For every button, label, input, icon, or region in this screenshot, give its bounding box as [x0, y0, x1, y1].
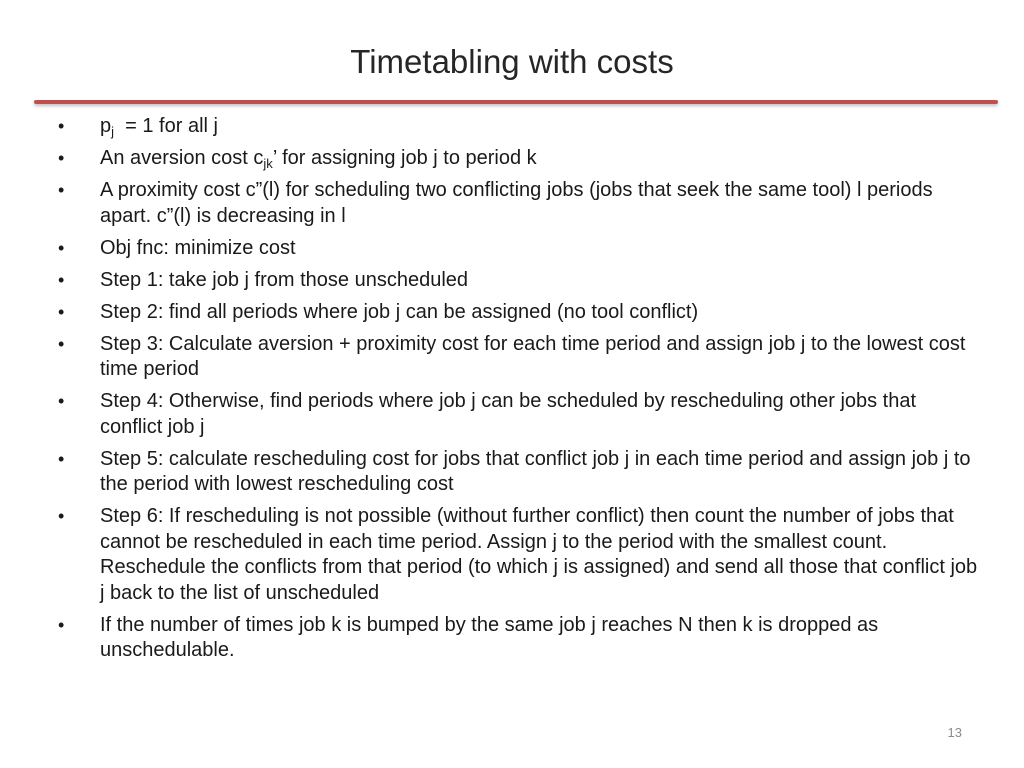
bullet-item: [58, 146, 978, 172]
bullet-subscript: jk: [263, 156, 273, 171]
bullet-item: [58, 447, 978, 498]
bullet-marker: •: [58, 391, 65, 411]
bullet-text: Step 5: calculate rescheduling cost for jobs that conflict job j in each time period and assign job j to the period with lowest rescheduling cost: [100, 447, 971, 495]
bullet-text: A proximity cost c”(l) for scheduling two conflicting jobs (jobs that seek the same tool) l periods apart. c”(l) is decreasing in l: [100, 179, 933, 227]
bullet-text: Step 1: take job j from those unscheduled: [100, 268, 469, 291]
page-number: 13: [947, 725, 962, 740]
bullet-text: If the number of times job k is bumped by the same job j reaches N then k is dropped as unschedulable.: [100, 613, 879, 661]
title-divider: [34, 100, 998, 104]
bullet-marker: •: [58, 448, 65, 469]
bullet-list: [58, 114, 978, 670]
bullet-item: [58, 178, 978, 229]
bullet-subscript: j: [111, 124, 115, 139]
bullet-text: An aversion cost c: [100, 147, 264, 169]
bullet-marker: •: [58, 269, 65, 290]
bullet-marker: •: [58, 614, 65, 635]
bullet-text: Step 4: Otherwise, find periods where job j can be scheduled by rescheduling other jobs that conflict job j: [100, 390, 917, 438]
bullet-text: Step 6: If rescheduling is not possible (without further conflict) then count the number of jobs that cannot be rescheduled in each time period. Assign j to the period with the smallest count. Reschedule the conflicts from that period (to which j is assigned) and send all those that conflict job j back to the list of unscheduled: [100, 505, 978, 604]
bullet-marker: •: [58, 506, 65, 526]
bullet-item: [58, 300, 978, 326]
bullet-marker: •: [58, 237, 65, 258]
bullet-text-continued: = 1 for all j: [114, 115, 218, 137]
bullet-marker: •: [58, 180, 65, 200]
bullet-item: [58, 332, 978, 383]
bullet-marker: •: [58, 116, 65, 136]
bullet-text: Step 2: find all periods where job j can be assigned (no tool conflict): [100, 300, 699, 323]
bullet-item: [58, 236, 978, 262]
bullet-text-continued: ’ for assigning job j to period k: [272, 147, 537, 169]
bullet-text: Obj fnc: minimize cost: [100, 236, 296, 259]
bullet-marker: •: [58, 148, 65, 168]
bullet-marker: •: [58, 301, 65, 322]
bullet-marker: •: [58, 333, 65, 354]
bullet-text: Step 3: Calculate aversion + proximity cost for each time period and assign job j to the lowest cost time period: [100, 332, 966, 380]
bullet-item: [58, 389, 978, 440]
bullet-item: [58, 613, 978, 664]
bullet-text: p: [100, 115, 112, 137]
slide-title: Timetabling with costs: [350, 43, 674, 80]
bullet-item: [58, 504, 978, 606]
bullet-item: [58, 268, 978, 294]
bullet-item: [58, 114, 978, 140]
